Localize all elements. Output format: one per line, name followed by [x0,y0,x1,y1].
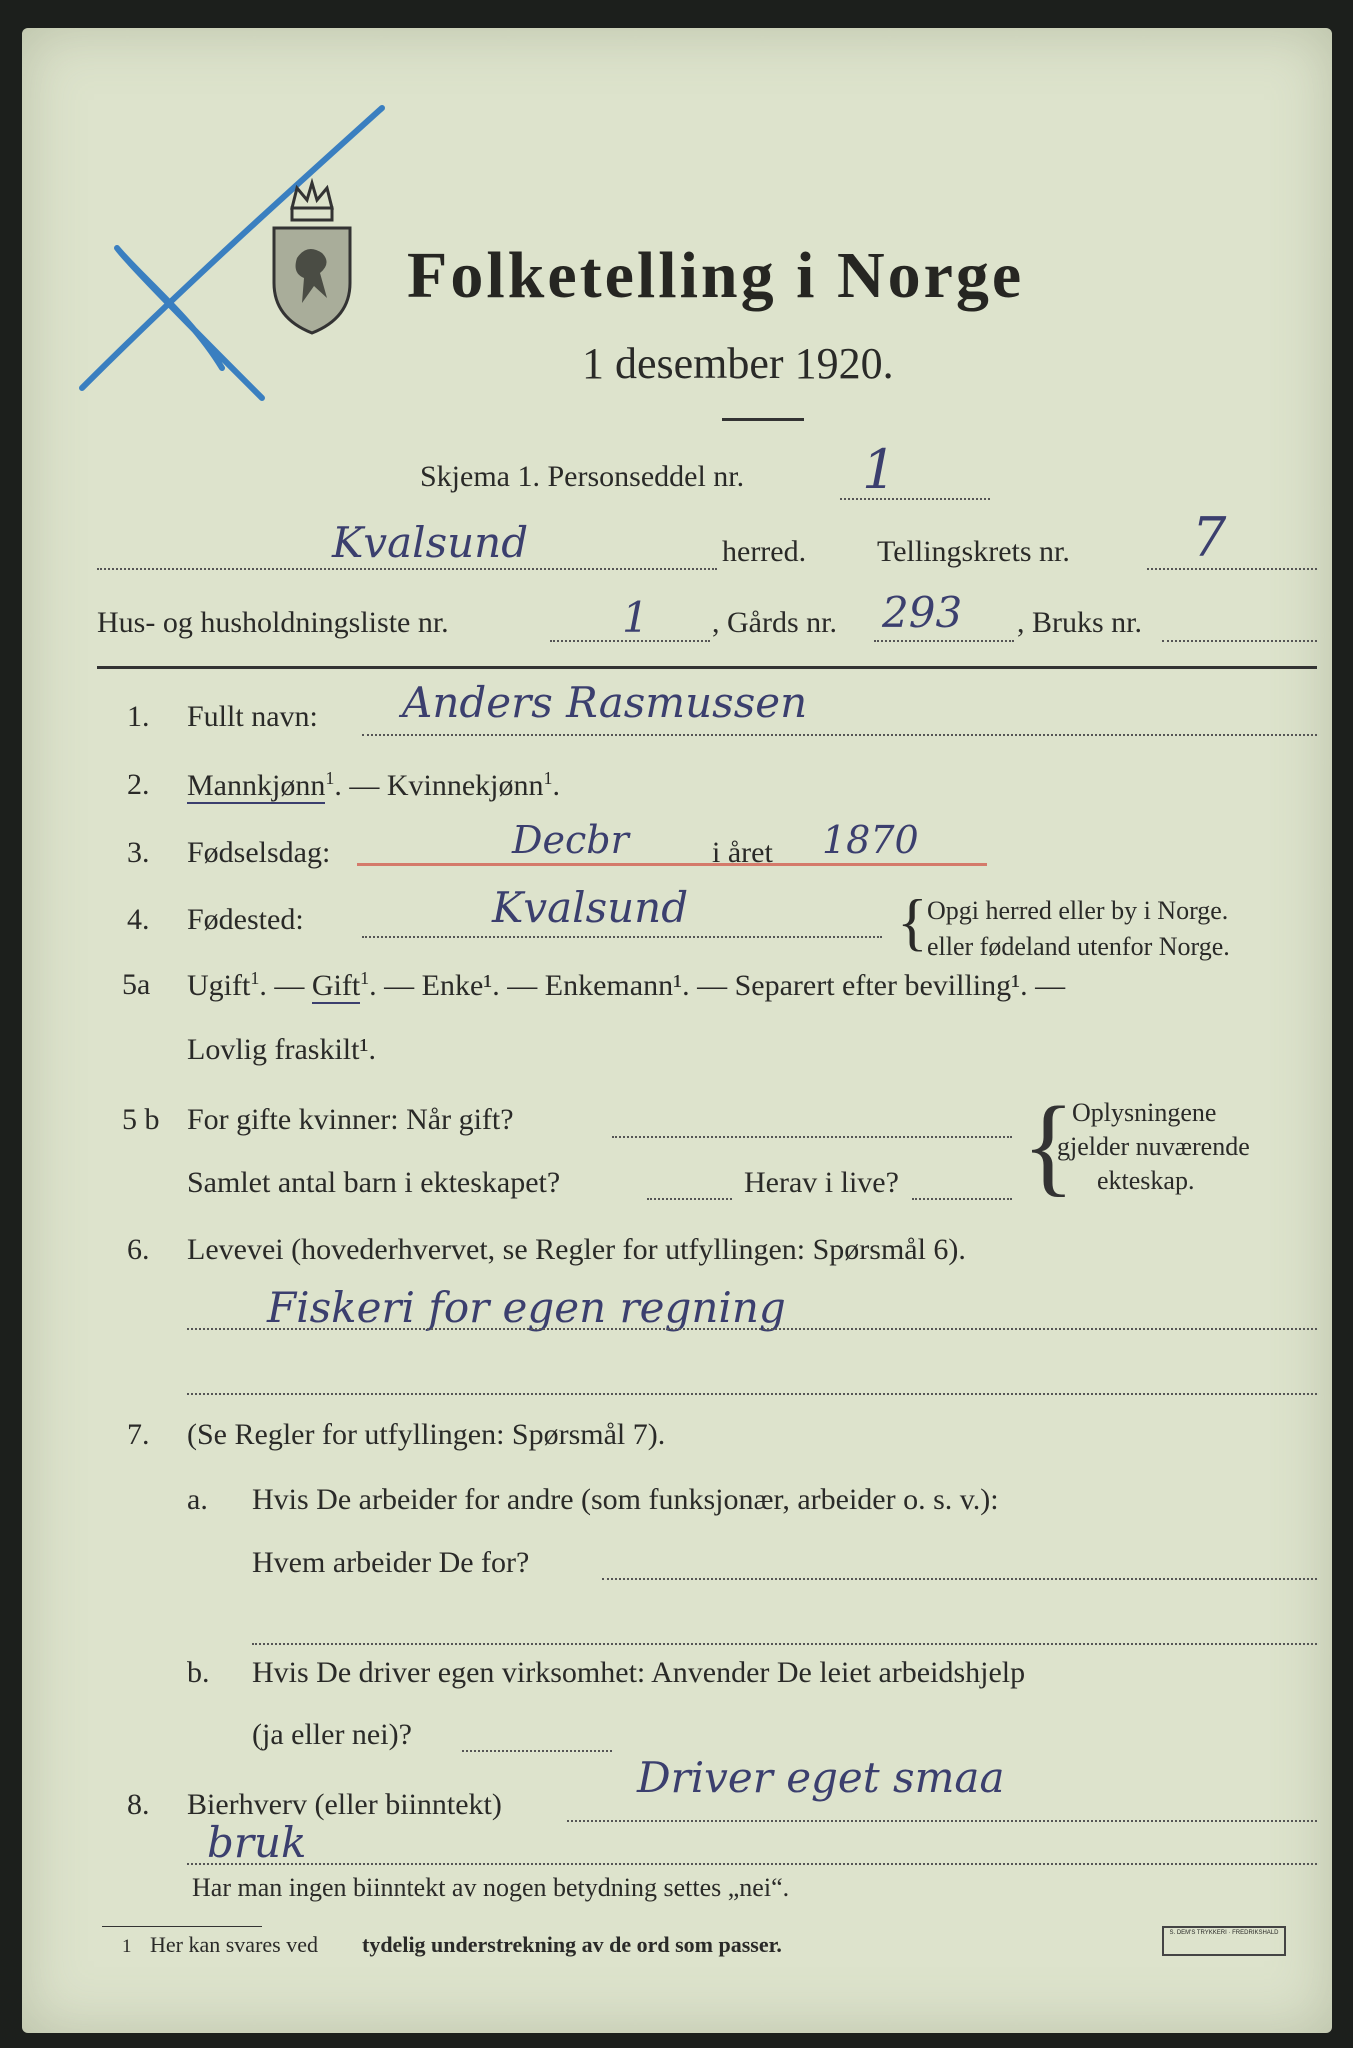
q5b-when-married-line [612,1136,1012,1138]
q7a-field-line-1 [602,1578,1317,1580]
q7b-line2: (ja eller nei)? [252,1718,412,1751]
q7a-number: a. [187,1483,208,1516]
q2-gender-options [187,768,560,803]
herred-label: herred. [722,535,807,568]
header-separator [97,666,1317,669]
q2-male-option: Mannkjønn [187,769,326,802]
q3-label: Fødselsdag: [187,836,331,869]
form-title: Folketelling i Norge [407,239,1025,312]
q7a-field-line-2 [252,1643,1317,1645]
printer-stamp: S. DEM'S TRYKKERI · FREDRIKSHALD [1162,1926,1286,1956]
q5a-status-options: Ugift$^1$. — Gift$^1$. — Enke¹. — Enkemann¹. — Separert efter bevilling¹. — [187,968,1066,1002]
q5b-line2-alive: Herav i live? [744,1166,899,1199]
q8-note: Har man ingen biinntekt av nogen betydning settes „nei“. [192,1873,790,1902]
footnote-text-a: Her kan svares ved [150,1932,318,1957]
q5b-number: 5 b [122,1103,160,1136]
q5b-children-line [647,1198,732,1200]
q8-number: 8. [127,1788,150,1821]
footnote-mark: 1 [122,1936,132,1957]
q5b-alive-line [912,1198,1012,1200]
census-form [22,28,1332,2033]
q3-birth-month: Decbr [512,818,629,862]
herred-value: Kvalsund [332,518,529,567]
q8-value-line2: bruk [207,1818,307,1867]
bruks-field-line [1162,640,1317,642]
personseddel-number: 1 [862,438,897,501]
q6-field-line-1 [187,1328,1317,1330]
q1-full-name: Anders Rasmussen [402,678,808,727]
q4-note-line2: eller fødeland utenfor Norge. [927,932,1230,961]
herred-field-line [97,568,717,570]
husliste-label: Hus- og husholdningsliste nr. [97,606,449,639]
q2-footnote-ref: 1 [325,768,335,788]
q5b-line1: For gifte kvinner: Når gift? [187,1103,514,1136]
footnote-text-b: tydelig understrekning av de ord som passer. [362,1932,782,1957]
q8-field-line-1 [567,1820,1317,1822]
q5a-gift-option: Gift [311,969,361,1002]
coat-of-arms-icon [262,178,362,338]
q5a-number: 5a [122,968,151,1001]
q4-birthplace: Kvalsund [492,883,689,932]
gards-field-line [874,640,1014,642]
tellingskrets-value: 7 [1192,506,1227,569]
gards-value: 293 [882,588,963,637]
q5a-line2: Lovlig fraskilt¹. [187,1033,376,1066]
q7b-line1: Hvis De driver egen virksomhet: Anvender De leiet arbeidshjelp [252,1656,1026,1689]
q5b-note-line1: Oplysningene [1072,1098,1217,1127]
q7a-line2: Hvem arbeider De for? [252,1546,530,1579]
q5a-rest: . — Enke¹. — Enkemann¹. — Separert efter bevilling¹. — [369,969,1066,1002]
q2-rest: . — Kvinnekjønn [334,769,544,802]
bruks-label: , Bruks nr. [1017,606,1143,639]
skjema-label: Skjema 1. Personseddel nr. [420,460,745,493]
q3-birth-year: 1870 [822,818,919,862]
q6-number: 6. [127,1233,150,1266]
q7b-field-line [462,1750,612,1752]
q4-number: 4. [127,903,150,936]
q6-label: Levevei (hovederhvervet, se Regler for utfyllingen: Spørsmål 6). [187,1233,966,1266]
gards-label: , Gårds nr. [712,606,837,639]
census-date: 1 desember 1920. [582,339,894,388]
q4-label: Fødested: [187,903,304,936]
q6-field-line-2 [187,1393,1317,1395]
q8-field-line-2 [187,1863,1317,1865]
q4-brace: { [897,886,928,957]
q1-number: 1. [127,700,150,733]
q4-note-line1: Opgi herred eller by i Norge. [927,896,1229,925]
q5a-ugift-option: Ugift [187,969,251,1002]
q3-red-underline [357,863,987,866]
q3-number: 3. [127,836,150,869]
q5b-line2-children: Samlet antal barn i ekteskapet? [187,1166,561,1199]
q8-label: Bierhverv (eller biinntekt) [187,1788,502,1821]
q5b-note-line3: ekteskap. [1097,1166,1195,1195]
q2-footnote-ref-2: 1 [543,768,553,788]
footnote-rule [102,1926,262,1927]
q3-year-label: i året [712,836,773,869]
q1-label: Fullt navn: [187,700,318,733]
husliste-value: 1 [622,593,649,642]
q4-field-line [362,936,882,938]
q7a-line1: Hvis De arbeider for andre (som funksjonær, arbeider o. s. v.): [252,1483,999,1516]
q6-occupation: Fiskeri for egen regning [267,1283,786,1332]
title-divider [722,418,804,421]
tellingskrets-label: Tellingskrets nr. [877,535,1070,568]
q1-field-line [362,734,1317,736]
q2-end: . [552,769,560,802]
tellingskrets-field-line [1147,568,1317,570]
q2-number: 2. [127,768,150,801]
q5b-brace: { [1022,1084,1075,1206]
q5b-note-line2: gjelder nuværende [1057,1132,1250,1161]
q7b-number: b. [187,1656,210,1689]
q8-value-line1: Driver eget smaa [637,1753,1005,1802]
q7-number: 7. [127,1418,150,1451]
q7-label: (Se Regler for utfyllingen: Spørsmål 7). [187,1418,666,1451]
